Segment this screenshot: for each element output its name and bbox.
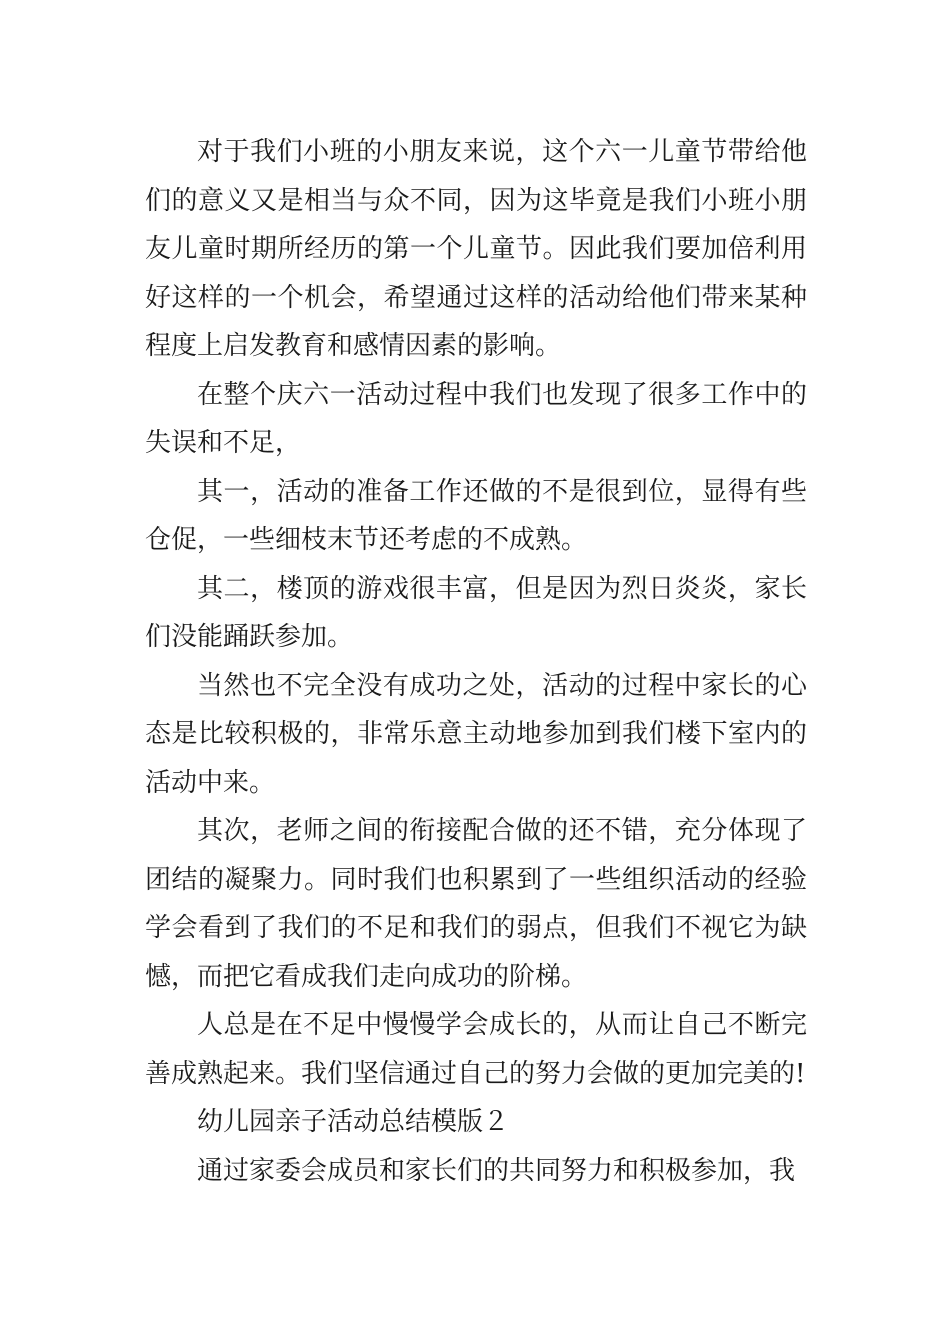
section-heading: 幼儿园亲子活动总结模版２ xyxy=(197,1107,510,1137)
paragraph: 对于我们小班的小朋友来说，这个六一儿童节带给他们的意义又是相当与众不同，因为这毕竟是我们小班小朋友儿童时期所经历的第一个儿童节。因此我们要加倍利用好这样的一个机会，希望通过这样的活动给他们带来某种程度上启发教育和感情因素的影响。 xyxy=(145,137,807,361)
document-body xyxy=(145,128,807,1195)
paragraph: 当然也不完全没有成功之处，活动的过程中家长的心态是比较积极的，非常乐意主动地参加到我们楼下室内的活动中来。 xyxy=(145,670,807,798)
paragraph: 其二，楼顶的游戏很丰富，但是因为烈日炎炎，家长们没能踊跃参加。 xyxy=(145,573,807,652)
paragraph: 人总是在不足中慢慢学会成长的，从而让自己不断完善成熟起来。我们坚信通过自己的努力会做的更加完美的! xyxy=(145,1010,807,1089)
paragraph: 通过家委会成员和家长们的共同努力和积极参加，我 xyxy=(197,1155,796,1186)
paragraph: 在整个庆六一活动过程中我们也发现了很多工作中的失误和不足， xyxy=(145,379,807,458)
paragraph: 其次，老师之间的衔接配合做的还不错，充分体现了团结的凝聚力。同时我们也积累到了一些组织活动的经验学会看到了我们的不足和我们的弱点，但我们不视它为缺憾，而把它看成我们走向成功的阶梯。 xyxy=(145,816,807,992)
paragraph: 其一，活动的准备工作还做的不是很到位，显得有些仓促，一些细枝末节还考虑的不成熟。 xyxy=(145,476,807,555)
